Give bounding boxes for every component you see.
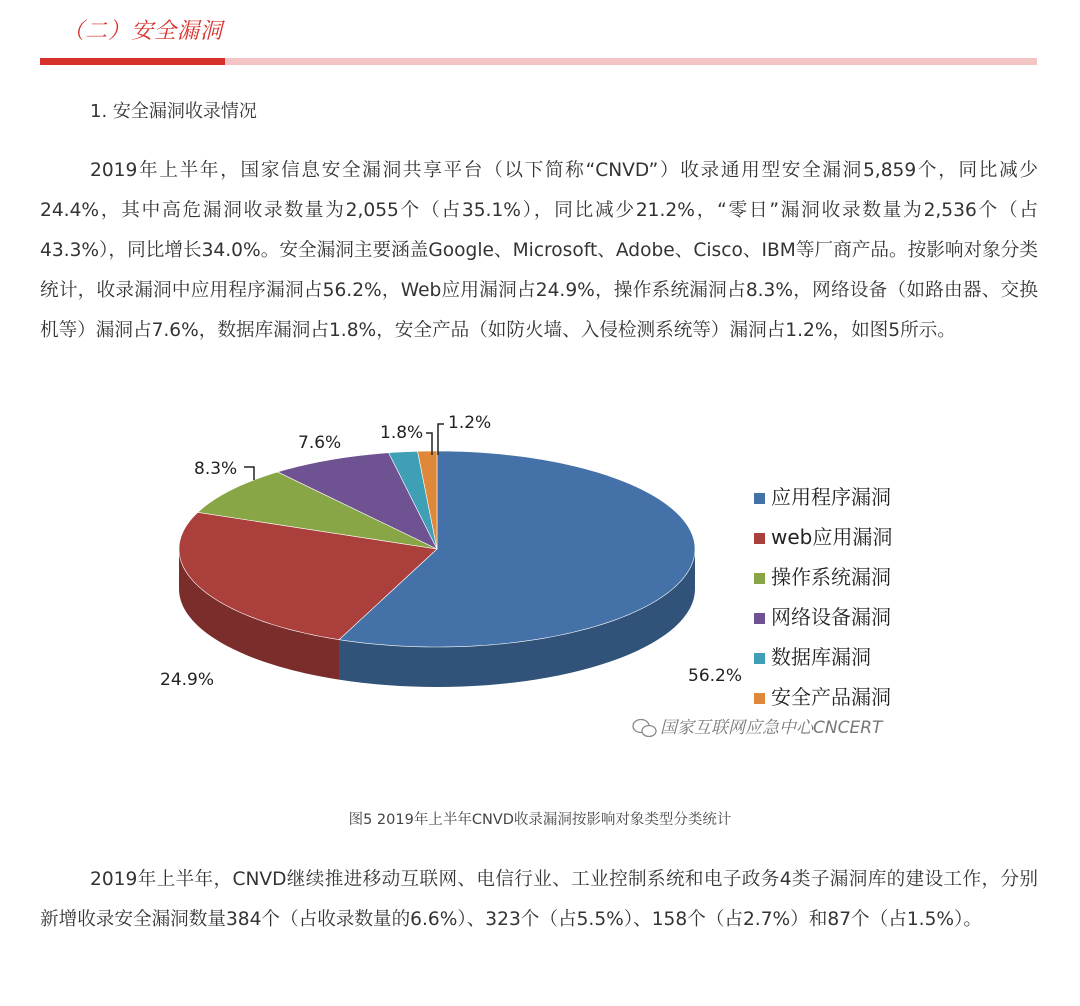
legend-swatch <box>754 533 765 544</box>
pie-chart-svg <box>150 400 940 770</box>
data-label: 56.2% <box>688 666 743 686</box>
legend-label: web应用漏洞 <box>771 525 893 549</box>
data-label: 24.9% <box>160 670 215 690</box>
data-label-leader <box>438 424 444 455</box>
data-label: 1.8% <box>380 423 424 443</box>
pie-chart <box>150 400 940 770</box>
subheading: 1. 安全漏洞收录情况 <box>90 101 257 122</box>
section-divider <box>40 58 1037 65</box>
watermark <box>633 718 884 738</box>
watermark-text: 国家互联网应急中心CNCERT <box>660 718 883 738</box>
legend-swatch <box>754 573 765 584</box>
legend-label: 应用程序漏洞 <box>771 485 891 509</box>
data-label: 1.2% <box>448 413 492 433</box>
legend-swatch <box>754 693 765 704</box>
data-label: 7.6% <box>298 433 342 453</box>
section-title: （二）安全漏洞 <box>62 19 224 44</box>
legend-swatch <box>754 493 765 504</box>
legend-label: 操作系统漏洞 <box>771 565 891 589</box>
data-label: 8.3% <box>194 459 238 479</box>
data-label-leader <box>244 467 254 480</box>
paragraph-1: 2019年上半年，国家信息安全漏洞共享平台（以下简称“CNVD”）收录通用型安全漏洞5,859个，同比减少24.4%，其中高危漏洞收录数量为2,055个（占35.1%），同比减少21.2%，“零日”漏洞收录数量为2,536个（占43.3%），同比增长34.0%。安全漏洞主要涵盖Google、Microsoft、Adobe、Cisco、IBM等厂商产品。按影响对象分类统计，收录漏洞中应用程序漏洞占56.2%，Web应用漏洞占24.9%，操作系统漏洞占8.3%，网络设备（如路由器、交换机等）漏洞占7.6%，数据库漏洞占1.8%，安全产品（如防火墙、入侵检测系统等）漏洞占1.2%，如图5所示。 <box>40 160 1038 341</box>
section-divider-accent <box>40 58 225 65</box>
wechat-icon <box>633 720 656 737</box>
paragraph-2: 2019年上半年，CNVD继续推进移动互联网、电信行业、工业控制系统和电子政务4类子漏洞库的建设工作，分别新增收录安全漏洞数量384个（占收录数量的6.6%）、323个（占5.5%）、158个（占2.7%）和87个（占1.5%）。 <box>40 869 1038 930</box>
legend-swatch <box>754 653 765 664</box>
legend-label: 数据库漏洞 <box>771 645 871 669</box>
legend-swatch <box>754 613 765 624</box>
legend-label: 安全产品漏洞 <box>771 685 891 709</box>
legend-label: 网络设备漏洞 <box>771 605 891 629</box>
figure-caption: 图5 2019年上半年CNVD收录漏洞按影响对象类型分类统计 <box>348 812 732 828</box>
